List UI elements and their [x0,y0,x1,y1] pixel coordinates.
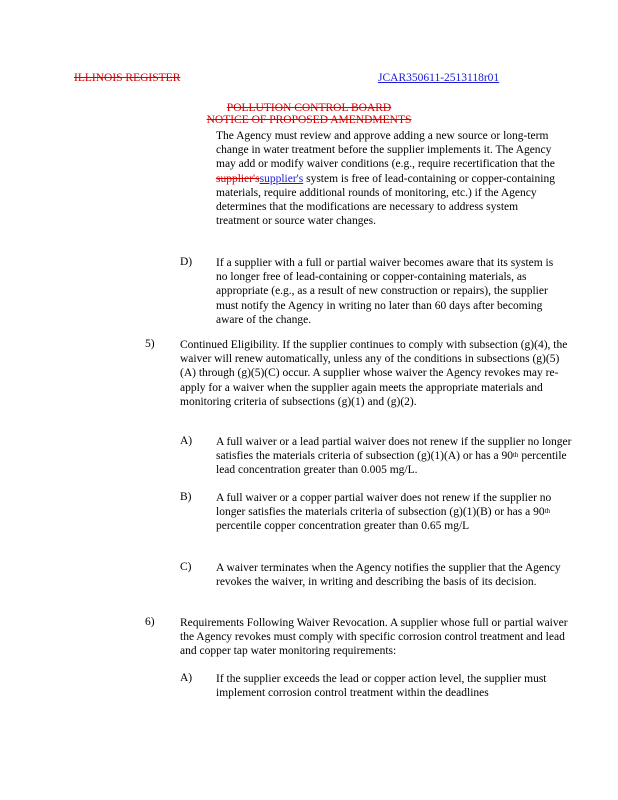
continuation-paragraph [216,129,558,228]
item-5a-text [216,435,581,478]
document-id-header: JCAR350611-2513118r01 [378,72,500,84]
item-6-text: Requirements Following Waiver Revocation. A supplier whose full or partial waiver the Agency revokes must comply with specific corrosion control treatment and lead and copper tap water monitoring requirements: [180,617,568,658]
item-5-text: Continued Eligibility. If the supplier continues to comply with subsection (g)(4), the waiver will renew automatically, unless any of the conditions in subsections (g)(5)(A) through (g)(5)(C) occur. A supplier whose waiver the Agency revokes may re-apply for a waiver when the supplier again meets the appropriate materials and monitoring criteria of subsections (g)(1) and (g)(2). [180,339,568,408]
item-5c-text: A waiver terminates when the Agency notifies the supplier that the Agency revokes the waiver, in writing and describing the basis of its decision. [216,562,561,589]
deleted-text: supplier's [216,172,260,185]
item-5c-label: C) [180,561,192,573]
ordinal-superscript: th [512,451,519,460]
item-5b-label: B) [180,491,192,503]
item-6-label: 6) [145,616,155,628]
inserted-text: supplier's [259,172,304,185]
item-5a-label: A) [180,435,193,447]
item-5-label: 5) [145,338,155,350]
item-d-label: D) [180,256,193,268]
register-header: ILLINOIS REGISTER [74,72,181,84]
notice-title: NOTICE OF PROPOSED AMENDMENTS [206,114,412,126]
continuation-text-end: system is free of lead-containing or copper-containing materials, require additional rounds of monitoring, etc.) if the Agency determines that the modifications are necessary to address system treatment or source water changes. [216,172,555,228]
item-5a-text-end: percentile lead concentration greater than 0.005 mg/L. [216,450,567,477]
item-5b-text-start: A full waiver or a copper partial waiver does not renew if the supplier no longer satisfies the materials criteria of subsection (g)(1)(B) or has a 90 [216,492,552,519]
ordinal-superscript: th [544,507,551,516]
item-6a-text: If the supplier exceeds the lead or copper action level, the supplier must implement corrosion control treatment within the deadlines [216,673,547,700]
item-6a-label: A) [180,672,193,684]
board-title: POLLUTION CONTROL BOARD [226,102,392,114]
item-5b-text [216,491,572,534]
item-d-text: If a supplier with a full or partial waiver becomes aware that its system is no longer free of lead-containing or copper-containing materials, as appropriate (e.g., as a result of new construction or repairs), the supplier must notify the Agency in writing no later than 60 days after becoming aware of the change. [216,257,554,326]
item-5a-text-start: A full waiver or a lead partial waiver does not renew if the supplier no longer satisfies the materials criteria of subsection (g)(1)(A) or has a 90 [216,436,572,463]
item-5b-text-end: percentile copper concentration greater than 0.65 mg/L [216,520,470,533]
continuation-text-start: The Agency must review and approve adding a new source or long-term change in water treatment before the supplier implements it. The Agency may add or modify waiver conditions (e.g., require recertification that the [216,130,555,171]
